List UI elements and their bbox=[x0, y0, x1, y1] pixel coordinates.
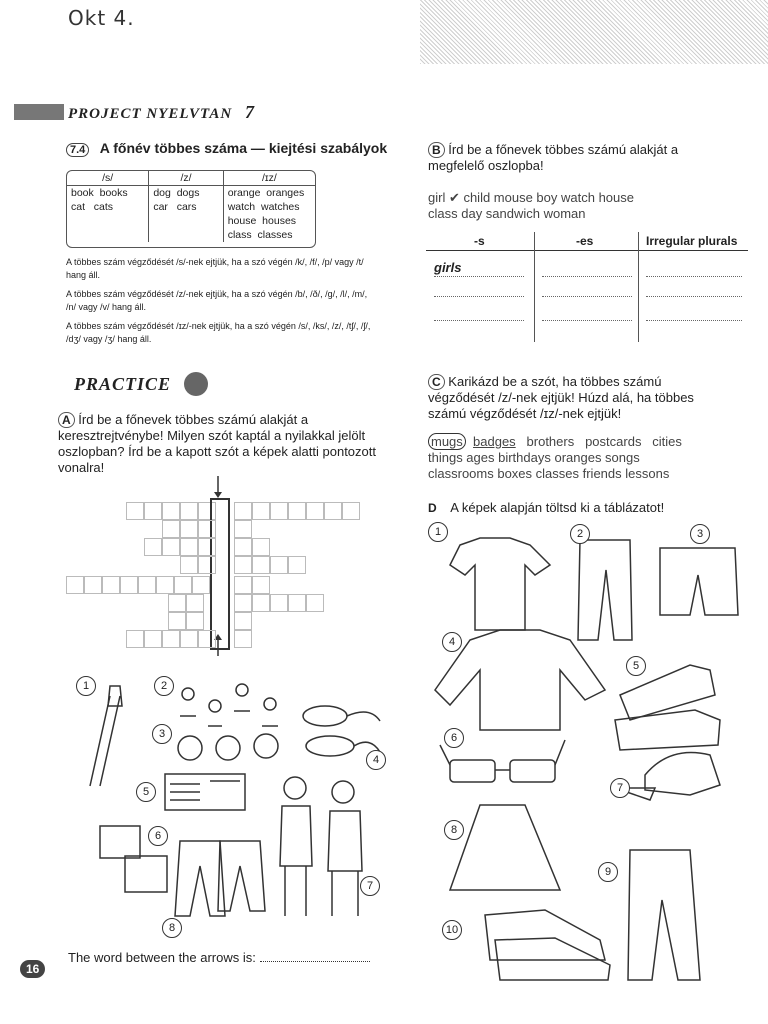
exercise-b-label: B bbox=[428, 142, 445, 158]
rule-text-iz: A többes szám végződését /ɪz/-nek ejtjük, ha a szó végén /s/, /ks/, /z/, /tʃ/, /ʃ/, /dʒ/ vagy /ʒ/ hang áll. bbox=[66, 321, 371, 344]
table-cell: cars bbox=[176, 201, 197, 213]
table-cell: classes bbox=[257, 229, 293, 241]
exercise-c-text: Karikázd be a szót, ha többes számú végződését /z/-nek ejtjük! Húzd alá, ha többes számú végződését /ɪz/-nek ejtjük! bbox=[428, 374, 694, 421]
picture-number: 8 bbox=[444, 820, 464, 840]
table-cell: oranges bbox=[266, 187, 305, 199]
table-cell: car bbox=[153, 201, 168, 213]
picture-number: 9 bbox=[598, 862, 618, 882]
word-badges[interactable]: badges bbox=[473, 434, 516, 449]
header-bar bbox=[14, 104, 64, 120]
exercise-b-text: Írd be a főnevek többes számú alakját a megfelelő oszlopba! bbox=[428, 142, 679, 173]
table-cell: watches bbox=[261, 201, 300, 213]
answer-input[interactable] bbox=[260, 961, 370, 962]
picture-number: 8 bbox=[162, 918, 182, 938]
column-es: -es bbox=[576, 234, 594, 248]
answer-field[interactable] bbox=[434, 320, 524, 321]
rule-text-z: A többes szám végződését /z/-nek ejtjük, ha a szó végén /b/, /ð/, /g/, /l/, /m/, /n/ vagy /v/ hang áll. bbox=[66, 289, 368, 312]
word-list-c-3[interactable]: classrooms boxes classes friends lessons bbox=[428, 466, 670, 481]
answer-field[interactable] bbox=[542, 276, 632, 277]
table-cell: cats bbox=[93, 201, 114, 213]
picture-number: 7 bbox=[360, 876, 380, 896]
answer-field[interactable] bbox=[646, 296, 742, 297]
header-number: 7 bbox=[244, 102, 255, 122]
pronunciation-table bbox=[66, 170, 316, 248]
exercise-b-table bbox=[426, 232, 748, 342]
table-cell: class bbox=[227, 229, 252, 241]
answer-field[interactable] bbox=[542, 296, 632, 297]
answer-field[interactable] bbox=[434, 296, 524, 297]
exercise-d-instruction bbox=[428, 500, 664, 516]
word-postcards[interactable]: postcards bbox=[585, 434, 642, 449]
exercise-d-text: A képek alapján töltsd ki a táblázatot! bbox=[450, 500, 665, 515]
table-cell: book bbox=[71, 187, 94, 199]
table-cell: watch bbox=[227, 201, 256, 213]
answer-field[interactable] bbox=[646, 320, 742, 321]
word-list-c-2[interactable]: things ages birthdays oranges songs bbox=[428, 450, 640, 465]
page-number: 16 bbox=[20, 960, 45, 978]
picture-number: 6 bbox=[444, 728, 464, 748]
exercise-a-pictures bbox=[70, 666, 390, 936]
word-list-b-2: class day sandwich woman bbox=[428, 206, 586, 221]
section-74-heading bbox=[66, 140, 387, 158]
word-list-c-1 bbox=[428, 434, 682, 450]
table-cell: houses bbox=[262, 215, 297, 227]
exercise-d-label: D bbox=[428, 501, 437, 515]
practice-icon bbox=[184, 372, 208, 396]
exercise-a-text: Írd be a főnevek többes számú alakját a keresztrejtvénybe! Milyen szót kaptál a nyilakkal jelölt oszlopban? Írd be a kapott szót a képek alatti pontozott vonalra! bbox=[58, 412, 376, 475]
header-title: PROJECT NYELVTAN bbox=[68, 106, 233, 122]
picture-number: 6 bbox=[148, 826, 168, 846]
word-cities[interactable]: cities bbox=[652, 434, 682, 449]
picture-number: 3 bbox=[152, 724, 172, 744]
table-cell: cat bbox=[71, 201, 86, 213]
answer-field[interactable] bbox=[434, 276, 524, 277]
word-list-b-1: girl ✔ child mouse boy watch house bbox=[428, 190, 634, 205]
picture-number: 4 bbox=[442, 632, 462, 652]
example-answer: girls bbox=[434, 260, 462, 275]
picture-number: 5 bbox=[626, 656, 646, 676]
crossword-grid[interactable] bbox=[60, 476, 390, 656]
picture-number: 5 bbox=[136, 782, 156, 802]
practice-title: PRACTICE bbox=[74, 374, 172, 394]
table-cell: books bbox=[99, 187, 128, 199]
exercise-a-label: A bbox=[58, 412, 75, 428]
exercise-a-instruction bbox=[58, 412, 378, 476]
answer-field[interactable] bbox=[542, 320, 632, 321]
exercise-b-instruction bbox=[428, 142, 738, 174]
page-header bbox=[68, 102, 255, 123]
scan-noise bbox=[420, 0, 768, 64]
exercise-c-label: C bbox=[428, 374, 445, 390]
picture-number: 4 bbox=[366, 750, 386, 770]
word-mugs[interactable]: mugs bbox=[428, 433, 466, 450]
col-iz: /ɪz/ bbox=[223, 171, 315, 186]
exercise-c-instruction bbox=[428, 374, 728, 422]
picture-number: 3 bbox=[690, 524, 710, 544]
picture-number: 7 bbox=[610, 778, 630, 798]
table-cell: orange bbox=[227, 187, 261, 199]
rule-text-s: A többes szám végződését /s/-nek ejtjük, ha a szó végén /k/, /f/, /p/ vagy /t/ hang áll. bbox=[66, 257, 364, 280]
column-s: -s bbox=[474, 234, 485, 248]
section-badge: 7.4 bbox=[66, 143, 89, 157]
column-irregular: Irregular plurals bbox=[646, 234, 738, 248]
table-cell: dogs bbox=[176, 187, 200, 199]
table-cell: dog bbox=[153, 187, 171, 199]
answer-line bbox=[68, 950, 370, 965]
picture-number: 1 bbox=[428, 522, 448, 542]
handwritten-note: Okt 4. bbox=[68, 6, 135, 30]
col-z: /z/ bbox=[149, 171, 223, 186]
word-brothers[interactable]: brothers bbox=[526, 434, 575, 449]
answer-field[interactable] bbox=[646, 276, 742, 277]
section-title: A főnév többes száma — kiejtési szabályok bbox=[99, 140, 388, 156]
table-cell: house bbox=[227, 215, 257, 227]
answer-prompt: The word between the arrows is: bbox=[68, 950, 256, 965]
picture-number: 10 bbox=[442, 920, 462, 940]
picture-number: 1 bbox=[76, 676, 96, 696]
picture-number: 2 bbox=[154, 676, 174, 696]
picture-number: 2 bbox=[570, 524, 590, 544]
col-s: /s/ bbox=[102, 172, 114, 184]
exercise-d-pictures bbox=[420, 520, 760, 990]
